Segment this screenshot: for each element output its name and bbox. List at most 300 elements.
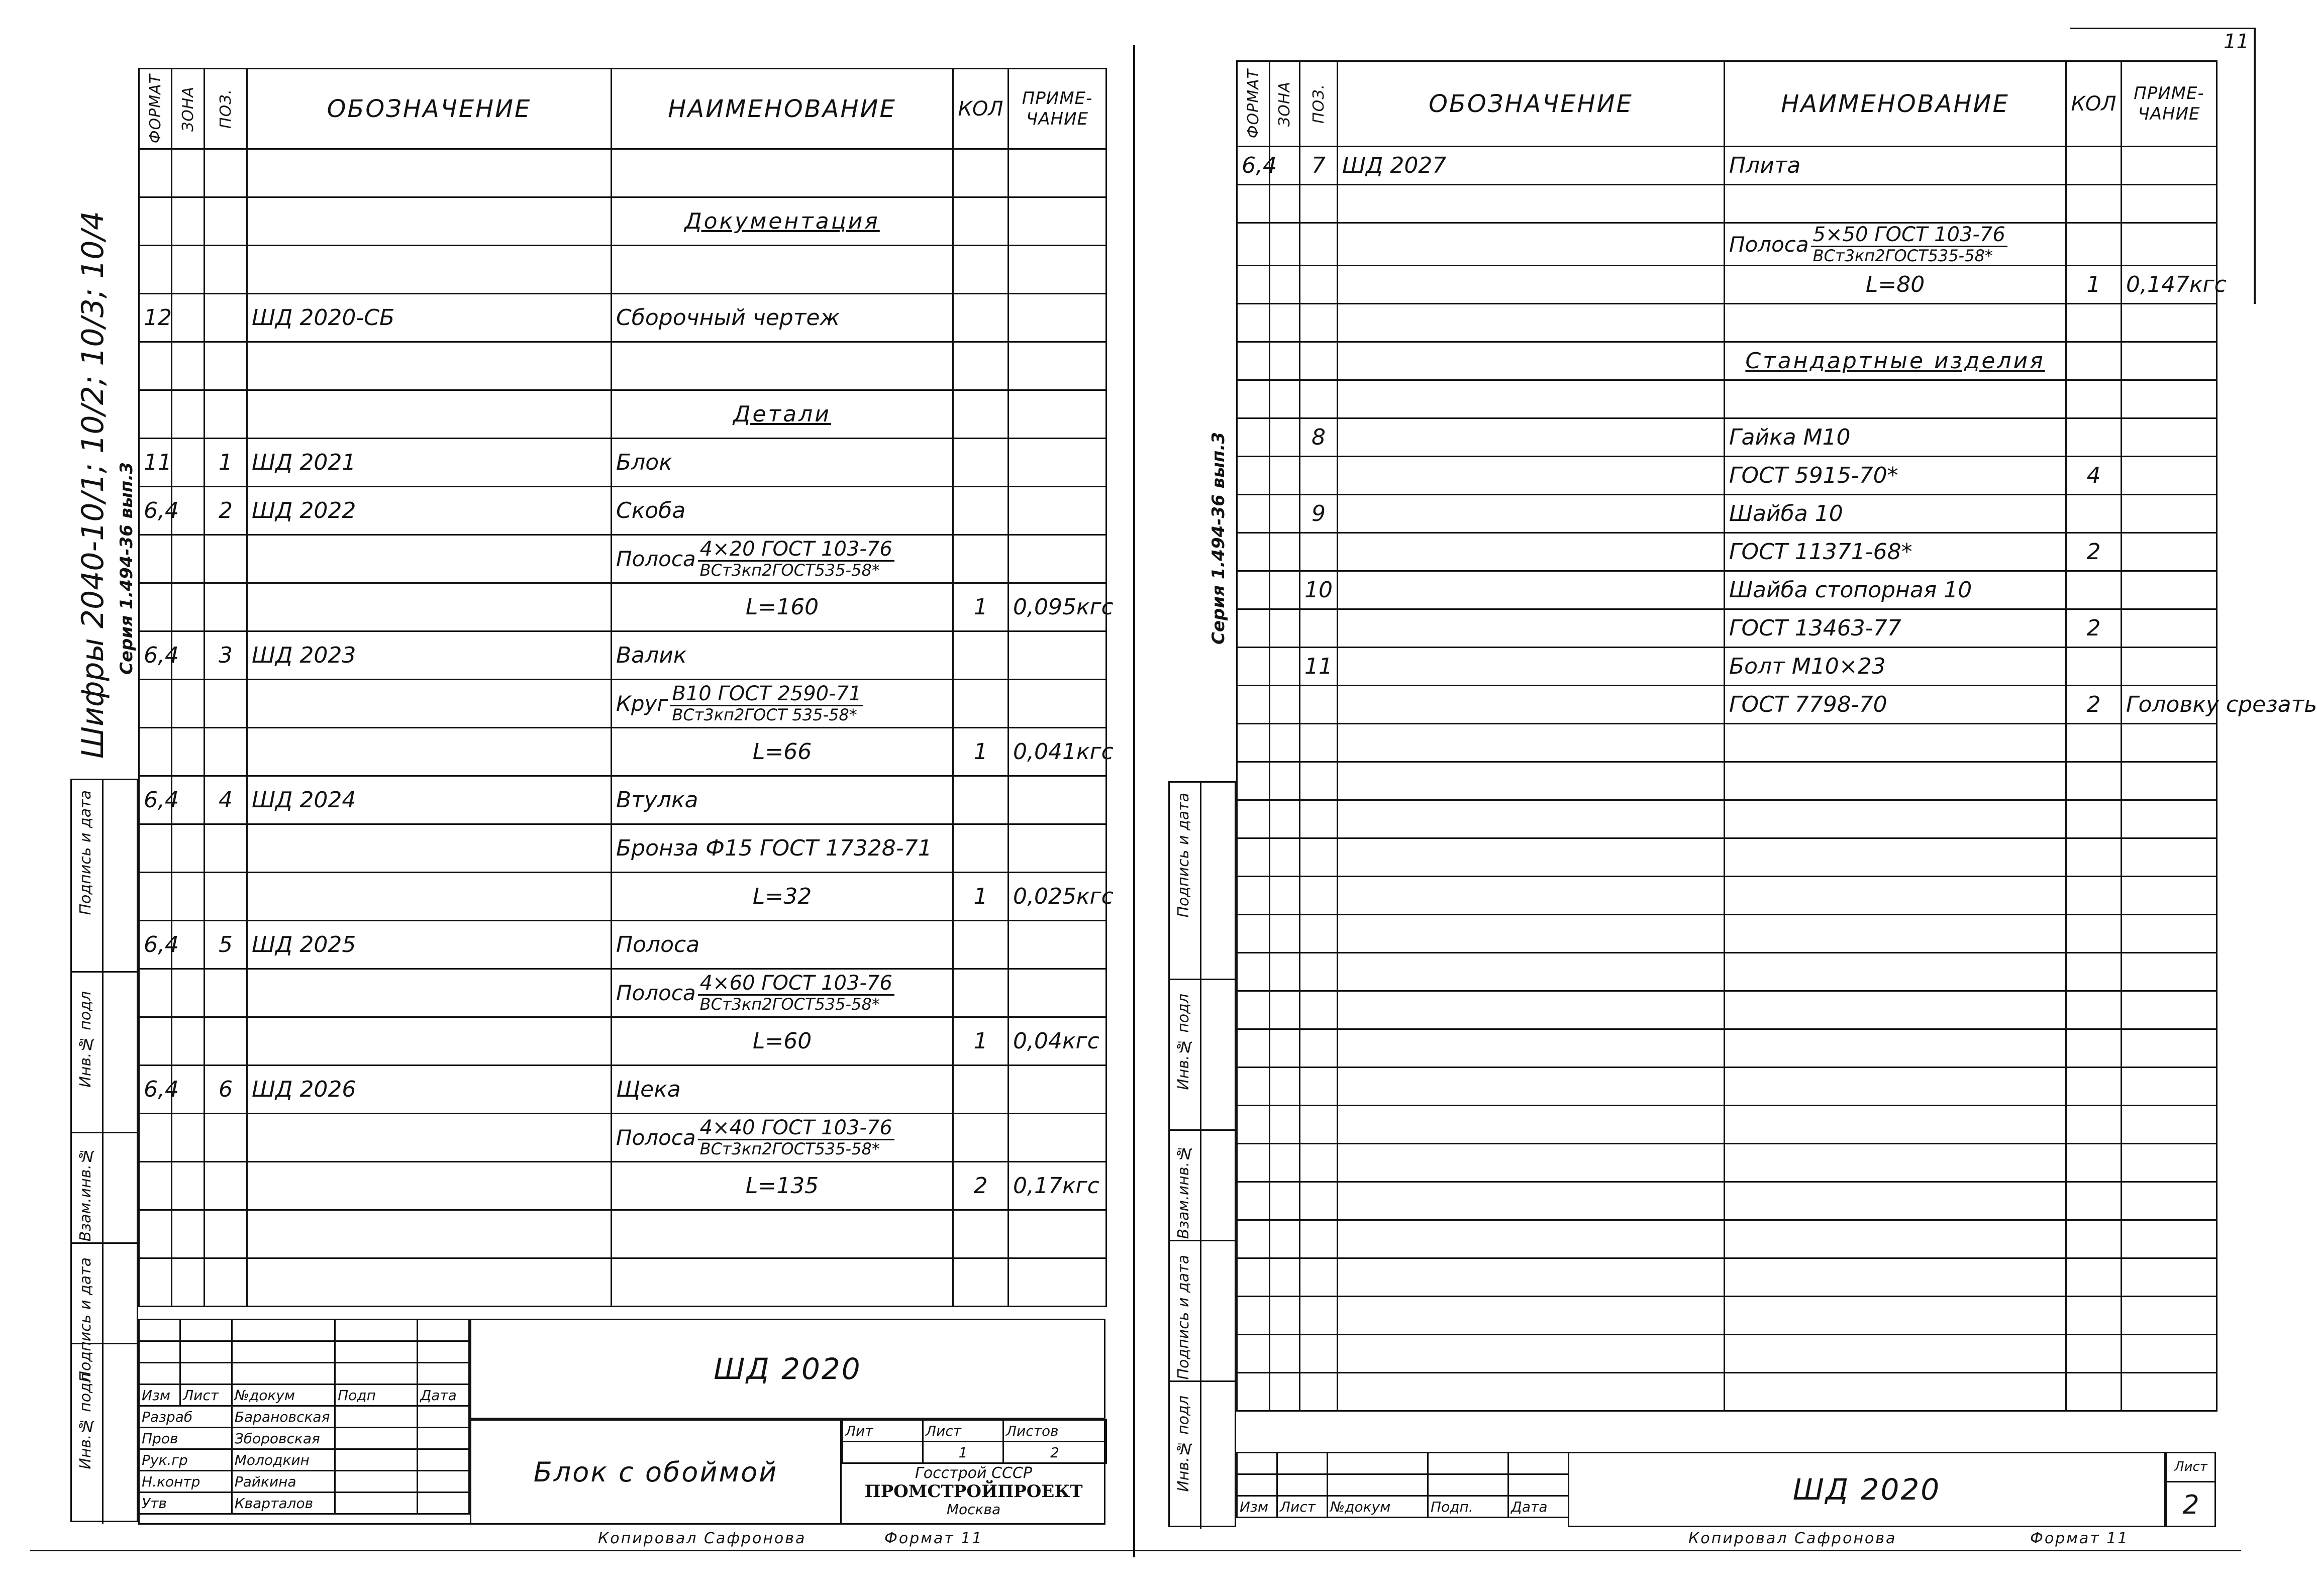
- org-block: [842, 1464, 1105, 1525]
- table-row: [1237, 495, 2217, 533]
- empty-cell: [1300, 1335, 1338, 1373]
- table-row: [1237, 953, 2217, 991]
- empty-cell: [1338, 1373, 1725, 1411]
- empty-cell: [1338, 304, 1725, 342]
- designation-cell: ШД 2027: [1338, 147, 1725, 185]
- table-row: [139, 342, 1106, 390]
- empty-cell: [1009, 149, 1106, 197]
- title-block-code: ШД 2020: [1568, 1452, 2166, 1527]
- empty-cell: [1270, 915, 1300, 953]
- name-cell: ГОСТ 13463-77: [1725, 609, 2066, 648]
- title-block: [138, 1319, 1105, 1525]
- empty-cell: [335, 1363, 418, 1385]
- note-cell: [1009, 439, 1106, 487]
- format-cell: 12: [139, 294, 172, 342]
- format-cell: [1237, 648, 1270, 686]
- zone-cell: [1270, 686, 1300, 724]
- designation-cell: [1338, 495, 1725, 533]
- table-row: [1237, 223, 2217, 266]
- empty-cell: [139, 342, 172, 390]
- zone-cell: [1270, 609, 1300, 648]
- empty-cell: [953, 197, 1009, 246]
- pos-cell: 1: [205, 439, 247, 487]
- pos-cell: 4: [205, 776, 247, 824]
- col-header-qty: КОЛ: [2066, 61, 2122, 147]
- material-fraction: [1811, 224, 2007, 265]
- empty-cell: [139, 1363, 180, 1385]
- name-cell: Втулка: [612, 776, 953, 824]
- empty-cell: [172, 342, 205, 390]
- empty-cell: [418, 1363, 469, 1385]
- empty-cell: [1725, 915, 2066, 953]
- table-row: [139, 824, 1106, 873]
- table-row: [1237, 147, 2217, 185]
- empty-cell: [2122, 1068, 2217, 1106]
- empty-cell: [1300, 223, 1338, 266]
- material-grade-standard: ВСт3кп2ГОСТ535-58*: [699, 1139, 880, 1159]
- table-row: [1237, 1258, 2217, 1297]
- org-ministry: Госстрой СССР: [915, 1464, 1032, 1482]
- empty-cell: [205, 1114, 247, 1162]
- section-heading: Детали: [612, 390, 953, 439]
- col-header-zone: ЗОНА: [1270, 61, 1300, 147]
- material-size-standard: 4×40 ГОСТ 103-76: [698, 1117, 894, 1140]
- empty-cell: [1237, 877, 1270, 915]
- empty-cell: [418, 1320, 469, 1341]
- pos-cell: [205, 824, 247, 873]
- table-row: [139, 969, 1106, 1017]
- zone-cell: [172, 1017, 205, 1066]
- empty-cell: [2122, 304, 2217, 342]
- pos-cell: [205, 1017, 247, 1066]
- empty-cell: [1300, 1258, 1338, 1297]
- designation-cell: ШД 2026: [247, 1066, 612, 1114]
- empty-cell: [205, 149, 247, 197]
- title-block: [1236, 1452, 2216, 1527]
- title-block-header: Дата: [418, 1385, 469, 1406]
- empty-cell: [2122, 762, 2217, 800]
- empty-cell: [1300, 953, 1338, 991]
- empty-cell: [1338, 991, 1725, 1029]
- format-cell: [1237, 686, 1270, 724]
- footer-format: Формат 11: [2030, 1530, 2129, 1547]
- table-row: [1237, 380, 2217, 418]
- empty-cell: [205, 680, 247, 728]
- empty-cell: [1300, 800, 1338, 838]
- role-cell: Утв: [139, 1493, 232, 1514]
- empty-cell: [172, 680, 205, 728]
- table-row: [139, 197, 1106, 246]
- pos-cell: [1300, 533, 1338, 571]
- zone-cell: [172, 583, 205, 631]
- empty-cell: [1725, 1335, 2066, 1373]
- empty-cell: [1237, 1258, 1270, 1297]
- side-stamp-column: [1168, 781, 1236, 1527]
- col-header-format: ФОРМАТ: [139, 69, 172, 149]
- empty-cell: [1237, 1335, 1270, 1373]
- empty-cell: [2066, 1106, 2122, 1144]
- note-cell: [1009, 824, 1106, 873]
- empty-cell: [1300, 342, 1338, 380]
- empty-cell: [1237, 1068, 1270, 1106]
- qty-cell: [2066, 648, 2122, 686]
- list-value: 1: [923, 1442, 1003, 1463]
- empty-cell: [1270, 342, 1300, 380]
- designation-cell: [247, 583, 612, 631]
- col-header-name: НАИМЕНОВАНИЕ: [1725, 61, 2066, 147]
- spec-table: [1236, 60, 2317, 1412]
- empty-cell: [205, 246, 247, 294]
- empty-cell: [1300, 1297, 1338, 1335]
- empty-cell: [1237, 762, 1270, 800]
- format-cell: [1237, 418, 1270, 457]
- designation-cell: [1338, 533, 1725, 571]
- empty-cell: [953, 342, 1009, 390]
- empty-cell: [2122, 223, 2217, 266]
- material-form: Полоса: [616, 981, 696, 1005]
- empty-cell: [2066, 991, 2122, 1029]
- empty-cell: [1237, 1373, 1270, 1411]
- empty-cell: [139, 197, 172, 246]
- qty-cell: 2: [2066, 686, 2122, 724]
- empty-cell: [205, 390, 247, 439]
- sheet-1: [138, 68, 1114, 1525]
- listov-value: 2: [1003, 1442, 1106, 1463]
- empty-cell: [1300, 1182, 1338, 1220]
- title-block-header: №докум: [232, 1385, 335, 1406]
- note-cell: Головку срезать: [2122, 686, 2217, 724]
- empty-cell: [1270, 185, 1300, 223]
- empty-cell: [1725, 1373, 2066, 1411]
- empty-cell: [172, 1114, 205, 1162]
- table-row: [1237, 991, 2217, 1029]
- empty-cell: [2066, 1068, 2122, 1106]
- col-header-note: ПРИМЕ-ЧАНИЕ: [1009, 69, 1106, 149]
- pos-cell: 10: [1300, 571, 1338, 609]
- empty-cell: [1725, 877, 2066, 915]
- table-row: [1237, 877, 2217, 915]
- name-cell: Скоба: [612, 487, 953, 535]
- empty-cell: [2122, 1258, 2217, 1297]
- format-cell: 6,4: [139, 1066, 172, 1114]
- note-cell: [2122, 533, 2217, 571]
- person-cell: Барановская: [232, 1406, 335, 1428]
- material-form: Круг: [616, 691, 668, 716]
- designation-cell: ШД 2021: [247, 439, 612, 487]
- empty-cell: [172, 1210, 205, 1258]
- material-form: Полоса: [616, 547, 696, 571]
- note-cell: 0,147кгс: [2122, 266, 2217, 304]
- empty-cell: [1237, 800, 1270, 838]
- empty-cell: [612, 149, 953, 197]
- person-cell: Молодкин: [232, 1449, 335, 1471]
- table-row: [1237, 724, 2217, 762]
- empty-cell: [1270, 762, 1300, 800]
- empty-cell: [953, 149, 1009, 197]
- table-row: [139, 631, 1106, 680]
- empty-cell: [1237, 380, 1270, 418]
- zone-cell: [172, 294, 205, 342]
- empty-cell: [1300, 915, 1338, 953]
- material-cell: [1725, 223, 2066, 266]
- empty-cell: [205, 197, 247, 246]
- empty-cell: [1237, 223, 1270, 266]
- empty-cell: [612, 1258, 953, 1307]
- note-cell: [1009, 1066, 1106, 1114]
- table-row: [139, 1114, 1106, 1162]
- empty-cell: [1725, 1220, 2066, 1258]
- empty-cell: [139, 1320, 180, 1341]
- pos-cell: 7: [1300, 147, 1338, 185]
- role-cell: Рук.гр: [139, 1449, 232, 1471]
- signature-cell: [335, 1493, 418, 1514]
- note-cell: [2122, 457, 2217, 495]
- material-size-standard: 5×50 ГОСТ 103-76: [1811, 224, 2007, 247]
- qty-cell: 4: [2066, 457, 2122, 495]
- table-row: [1237, 266, 2217, 304]
- designation-cell: [1338, 266, 1725, 304]
- format-cell: [1237, 533, 1270, 571]
- table-row: [1237, 915, 2217, 953]
- empty-cell: [172, 149, 205, 197]
- empty-cell: [172, 390, 205, 439]
- qty-cell: [953, 294, 1009, 342]
- empty-cell: [1338, 1258, 1725, 1297]
- empty-cell: [953, 1258, 1009, 1307]
- empty-cell: [1300, 185, 1338, 223]
- table-row: [139, 776, 1106, 824]
- table-row: [1237, 342, 2217, 380]
- empty-cell: [1237, 1182, 1270, 1220]
- note-cell: 0,041кгс: [1009, 728, 1106, 776]
- format-cell: [1237, 571, 1270, 609]
- empty-cell: [1270, 1258, 1300, 1297]
- empty-cell: [1270, 304, 1300, 342]
- empty-cell: [2122, 1029, 2217, 1068]
- name-cell: Сборочный чертеж: [612, 294, 953, 342]
- col-header-pos: ПОЗ.: [205, 69, 247, 149]
- name-cell: L=80: [1725, 266, 2066, 304]
- designation-cell: [1338, 648, 1725, 686]
- title-block-header: Изм: [139, 1385, 180, 1406]
- date-cell: [418, 1449, 469, 1471]
- empty-cell: [2066, 724, 2122, 762]
- format-cell: 6,4: [139, 776, 172, 824]
- frame-line: [2254, 28, 2256, 304]
- empty-cell: [335, 1341, 418, 1363]
- empty-cell: [139, 680, 172, 728]
- empty-cell: [2066, 1220, 2122, 1258]
- empty-cell: [2066, 1373, 2122, 1411]
- material-grade-standard: ВСт3кп2ГОСТ535-58*: [699, 561, 880, 580]
- name-cell: ГОСТ 7798-70: [1725, 686, 2066, 724]
- empty-cell: [1300, 380, 1338, 418]
- material-cell: [612, 1114, 953, 1162]
- empty-cell: [953, 1210, 1009, 1258]
- title-block-header: №докум: [1328, 1496, 1428, 1518]
- format-cell: 11: [139, 439, 172, 487]
- empty-cell: [247, 149, 612, 197]
- pos-cell: [1300, 266, 1338, 304]
- empty-cell: [232, 1341, 335, 1363]
- empty-cell: [1300, 877, 1338, 915]
- empty-cell: [180, 1341, 232, 1363]
- empty-cell: [1300, 991, 1338, 1029]
- designation-cell: ШД 2025: [247, 921, 612, 969]
- empty-cell: [2066, 380, 2122, 418]
- empty-cell: [1338, 1144, 1725, 1182]
- col-header-pos: ПОЗ.: [1300, 61, 1338, 147]
- empty-cell: [1725, 185, 2066, 223]
- empty-cell: [1237, 185, 1270, 223]
- empty-cell: [2122, 724, 2217, 762]
- empty-cell: [1338, 185, 1725, 223]
- material-grade-standard: ВСт3кп2ГОСТ 535-58*: [672, 705, 857, 725]
- person-cell: Райкина: [232, 1471, 335, 1493]
- empty-cell: [1300, 1220, 1338, 1258]
- empty-cell: [2122, 877, 2217, 915]
- empty-cell: [1300, 1029, 1338, 1068]
- empty-cell: [1725, 800, 2066, 838]
- empty-cell: [1300, 1144, 1338, 1182]
- name-cell: Гайка М10: [1725, 418, 2066, 457]
- qty-cell: [953, 631, 1009, 680]
- name-cell: ГОСТ 11371-68*: [1725, 533, 2066, 571]
- empty-cell: [1237, 1144, 1270, 1182]
- empty-cell: [1338, 762, 1725, 800]
- note-cell: 0,025кгс: [1009, 873, 1106, 921]
- qty-cell: [953, 776, 1009, 824]
- empty-cell: [205, 1258, 247, 1307]
- name-cell: L=32: [612, 873, 953, 921]
- table-row: [139, 873, 1106, 921]
- empty-cell: [247, 535, 612, 583]
- designation-cell: [1338, 457, 1725, 495]
- empty-cell: [1009, 969, 1106, 1017]
- empty-cell: [1300, 762, 1338, 800]
- empty-cell: [1300, 1373, 1338, 1411]
- title-block-sheet-info: [842, 1419, 1107, 1464]
- title-block-header: Дата: [1508, 1496, 1569, 1518]
- title-block-header: Подп: [335, 1385, 418, 1406]
- listov-label: Листов: [1003, 1420, 1106, 1442]
- table-row: [139, 390, 1106, 439]
- empty-cell: [1338, 1220, 1725, 1258]
- signature-cell: [335, 1449, 418, 1471]
- empty-cell: [1270, 800, 1300, 838]
- empty-cell: [1725, 304, 2066, 342]
- side-label-vzam-inv: Взам.инв.№: [77, 1147, 94, 1242]
- qty-cell: [953, 1066, 1009, 1114]
- material-form: Полоса: [616, 1125, 696, 1150]
- empty-cell: [1725, 1182, 2066, 1220]
- note-cell: [1009, 294, 1106, 342]
- zone-cell: [1270, 571, 1300, 609]
- empty-cell: [1725, 380, 2066, 418]
- empty-cell: [205, 342, 247, 390]
- table-row: [139, 487, 1106, 535]
- name-cell: ГОСТ 5915-70*: [1725, 457, 2066, 495]
- pos-cell: 8: [1300, 418, 1338, 457]
- title-block-header: Лист: [1277, 1496, 1328, 1518]
- note-cell: [1009, 921, 1106, 969]
- col-header-designation: ОБОЗНАЧЕНИЕ: [247, 69, 612, 149]
- sheet-2: [1236, 60, 2317, 1527]
- empty-cell: [139, 1114, 172, 1162]
- empty-cell: [172, 1258, 205, 1307]
- name-cell: L=160: [612, 583, 953, 631]
- empty-cell: [1725, 1297, 2066, 1335]
- pos-cell: 5: [205, 921, 247, 969]
- col-header-note: ПРИМЕ-ЧАНИЕ: [2122, 61, 2217, 147]
- material-size-standard: 4×20 ГОСТ 103-76: [698, 538, 894, 562]
- material-size-standard: В10 ГОСТ 2590-71: [670, 683, 863, 706]
- empty-cell: [2066, 1029, 2122, 1068]
- empty-cell: [953, 390, 1009, 439]
- table-row: [1237, 648, 2217, 686]
- qty-cell: [2066, 495, 2122, 533]
- note-cell: [2122, 418, 2217, 457]
- empty-cell: [232, 1363, 335, 1385]
- designation-cell: [247, 1162, 612, 1210]
- designation-cell: [247, 873, 612, 921]
- designation-cell: [247, 728, 612, 776]
- empty-cell: [139, 1341, 180, 1363]
- section-heading: Документация: [612, 197, 953, 246]
- table-row: [139, 439, 1106, 487]
- empty-cell: [1725, 838, 2066, 877]
- note-cell: [1009, 631, 1106, 680]
- empty-cell: [1009, 390, 1106, 439]
- material-cell: [612, 680, 953, 728]
- zone-cell: [172, 439, 205, 487]
- empty-cell: [2122, 342, 2217, 380]
- empty-cell: [205, 969, 247, 1017]
- pos-cell: [1300, 686, 1338, 724]
- empty-cell: [172, 246, 205, 294]
- title-block-header: Лист: [180, 1385, 232, 1406]
- empty-cell: [418, 1341, 469, 1363]
- empty-cell: [2122, 953, 2217, 991]
- empty-cell: [1237, 342, 1270, 380]
- empty-cell: [1270, 1220, 1300, 1258]
- date-cell: [418, 1428, 469, 1449]
- footer-format: Формат 11: [884, 1530, 983, 1547]
- empty-cell: [139, 390, 172, 439]
- empty-cell: [1270, 223, 1300, 266]
- table-row: [1237, 609, 2217, 648]
- empty-cell: [247, 680, 612, 728]
- material-fraction: [698, 972, 894, 1013]
- table-row: [139, 1258, 1106, 1307]
- side-label-inv-podl-2: Инв.№ подл: [77, 1373, 94, 1469]
- table-row: [1237, 762, 2217, 800]
- date-cell: [418, 1493, 469, 1514]
- table-row: [1237, 1297, 2217, 1335]
- empty-cell: [1338, 800, 1725, 838]
- col-header-name: НАИМЕНОВАНИЕ: [612, 69, 953, 149]
- empty-cell: [1237, 1029, 1270, 1068]
- pos-cell: 2: [205, 487, 247, 535]
- empty-cell: [232, 1320, 335, 1341]
- material-form: Полоса: [1729, 232, 1809, 257]
- material-fraction: [698, 538, 894, 579]
- pos-cell: [205, 294, 247, 342]
- side-stamp-column: [70, 779, 138, 1522]
- empty-cell: [2066, 185, 2122, 223]
- empty-cell: [612, 1210, 953, 1258]
- empty-cell: [1009, 197, 1106, 246]
